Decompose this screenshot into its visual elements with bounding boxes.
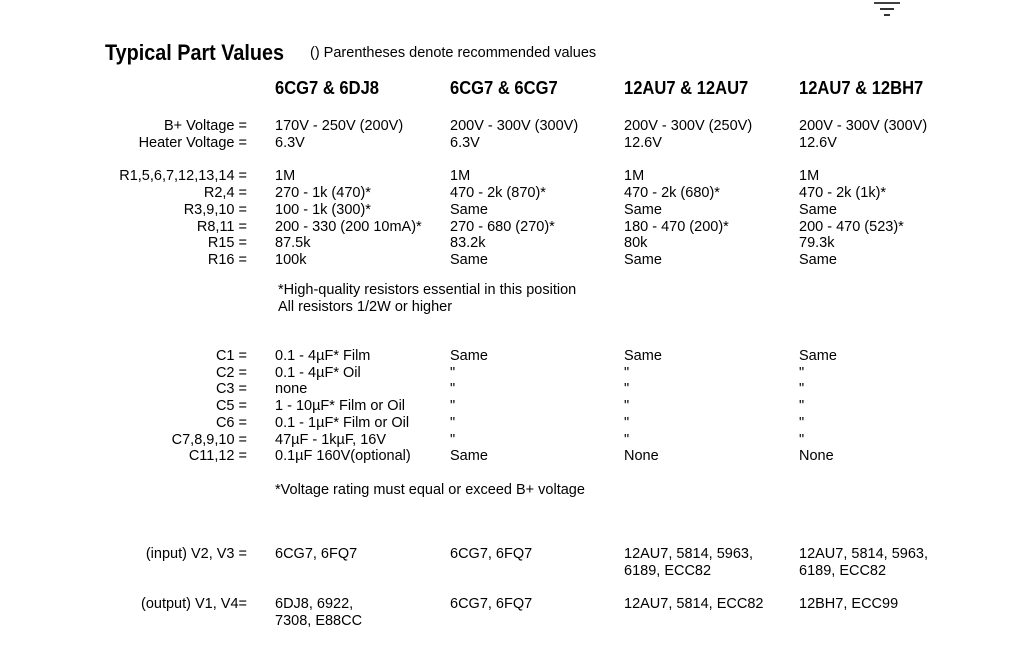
row-label: (input) V2, V3 = [145,546,247,562]
row-label: (output) V1, V4= [141,596,247,612]
page-subtitle: () Parentheses denote recommended values [310,45,597,61]
row-label: C11,12 = [188,448,247,464]
cell-value: 0.1 - 4µF* Oil [275,365,361,381]
cell-value: " [624,415,630,431]
cell-value: 12AU7, 5814, ECC82 [624,596,764,612]
row-label: B+ Voltage = [163,118,247,134]
row-label: R3,9,10 = [183,202,247,218]
cell-value: 12AU7, 5814, 5963, [624,546,753,562]
cell-value: 200 - 330 (200 10mA)* [275,219,422,235]
cell-value: 12AU7, 5814, 5963, [799,546,928,562]
cell-value: 200 - 470 (523)* [799,219,904,235]
cell-value: 1M [275,168,296,184]
cell-value: 7308, E88CC [275,613,363,629]
cell-value: 6CG7, 6FQ7 [450,546,533,562]
cell-value: 270 - 1k (470)* [275,185,371,201]
cell-value: " [450,398,456,414]
ground-symbol-icon [872,0,902,18]
cell-value: " [799,415,805,431]
page-title: Typical Part Values [105,40,285,65]
cell-value: 6189, ECC82 [799,563,887,579]
cell-value: None [624,448,659,464]
resistor-note: *High-quality resistors essential in this position [278,282,577,298]
cell-value: 180 - 470 (200)* [624,219,729,235]
cell-value: Same [450,448,488,464]
row-label: R2,4 = [203,185,247,201]
row-label: C5 = [215,398,247,414]
cell-value: 100 - 1k (300)* [275,202,371,218]
cell-value: Same [624,202,662,218]
row-label: R8,11 = [196,219,247,235]
cell-value: 470 - 2k (680)* [624,185,720,201]
cell-value: " [624,432,630,448]
cell-value: 200V - 300V (250V) [624,118,753,134]
row-label: Heater Voltage = [138,135,247,151]
cell-value: Same [799,252,837,268]
cell-value: 0.1µF 160V(optional) [275,448,411,464]
cell-value: " [624,381,630,397]
cell-value: " [799,398,805,414]
cell-value: 1M [450,168,471,184]
cell-value: 200V - 300V (300V) [450,118,579,134]
cell-value: 100k [275,252,307,268]
cell-value: 6CG7, 6FQ7 [450,596,533,612]
cell-value: " [799,432,805,448]
cell-value: 470 - 2k (870)* [450,185,546,201]
resistor-note: All resistors 1/2W or higher [278,299,453,315]
capacitor-note: *Voltage rating must equal or exceed B+ voltage [275,482,585,498]
cell-value: Same [450,348,488,364]
cell-value: 12.6V [799,135,837,151]
cell-value: 1 - 10µF* Film or Oil [275,398,406,414]
cell-value: None [799,448,834,464]
row-label: C7,8,9,10 = [171,432,247,448]
cell-value: " [799,365,805,381]
cell-value: Same [624,348,662,364]
cell-value: 270 - 680 (270)* [450,219,555,235]
cell-value: 0.1 - 4µF* Film [275,348,371,364]
cell-value: 1M [799,168,820,184]
cell-value: 6.3V [275,135,305,151]
row-label: R15 = [207,235,247,251]
cell-value: 79.3k [799,235,835,251]
cell-value: " [624,398,630,414]
cell-value: 6DJ8, 6922, [275,596,354,612]
cell-value: 470 - 2k (1k)* [799,185,887,201]
row-label: C1 = [215,348,247,364]
cell-value: Same [624,252,662,268]
column-header: 12AU7 & 12BH7 [799,78,924,98]
row-label: R16 = [207,252,247,268]
cell-value: none [275,381,308,397]
row-label: C2 = [215,365,247,381]
cell-value: 1M [624,168,645,184]
cell-value: Same [450,202,488,218]
cell-value: 6CG7, 6FQ7 [275,546,358,562]
cell-value: 12BH7, ECC99 [799,596,899,612]
cell-value: " [799,381,805,397]
cell-value: 83.2k [450,235,486,251]
row-label: C3 = [215,381,247,397]
row-label: C6 = [215,415,247,431]
cell-value: " [450,432,456,448]
cell-value: " [450,415,456,431]
cell-value: " [624,365,630,381]
cell-value: " [450,365,456,381]
cell-value: 47µF - 1kµF, 16V [275,432,387,448]
cell-value: 6.3V [450,135,480,151]
cell-value: 87.5k [275,235,311,251]
cell-value: 80k [624,235,648,251]
cell-value: 12.6V [624,135,662,151]
cell-value: 0.1 - 1µF* Film or Oil [275,415,410,431]
cell-value: 200V - 300V (300V) [799,118,928,134]
cell-value: Same [799,202,837,218]
cell-value: Same [799,348,837,364]
cell-value: 170V - 250V (200V) [275,118,404,134]
cell-value: 6189, ECC82 [624,563,712,579]
cell-value: " [450,381,456,397]
column-header: 6CG7 & 6DJ8 [275,78,380,98]
row-label: R1,5,6,7,12,13,14 = [119,168,247,184]
cell-value: Same [450,252,488,268]
column-header: 6CG7 & 6CG7 [450,78,558,98]
column-header: 12AU7 & 12AU7 [624,78,749,98]
